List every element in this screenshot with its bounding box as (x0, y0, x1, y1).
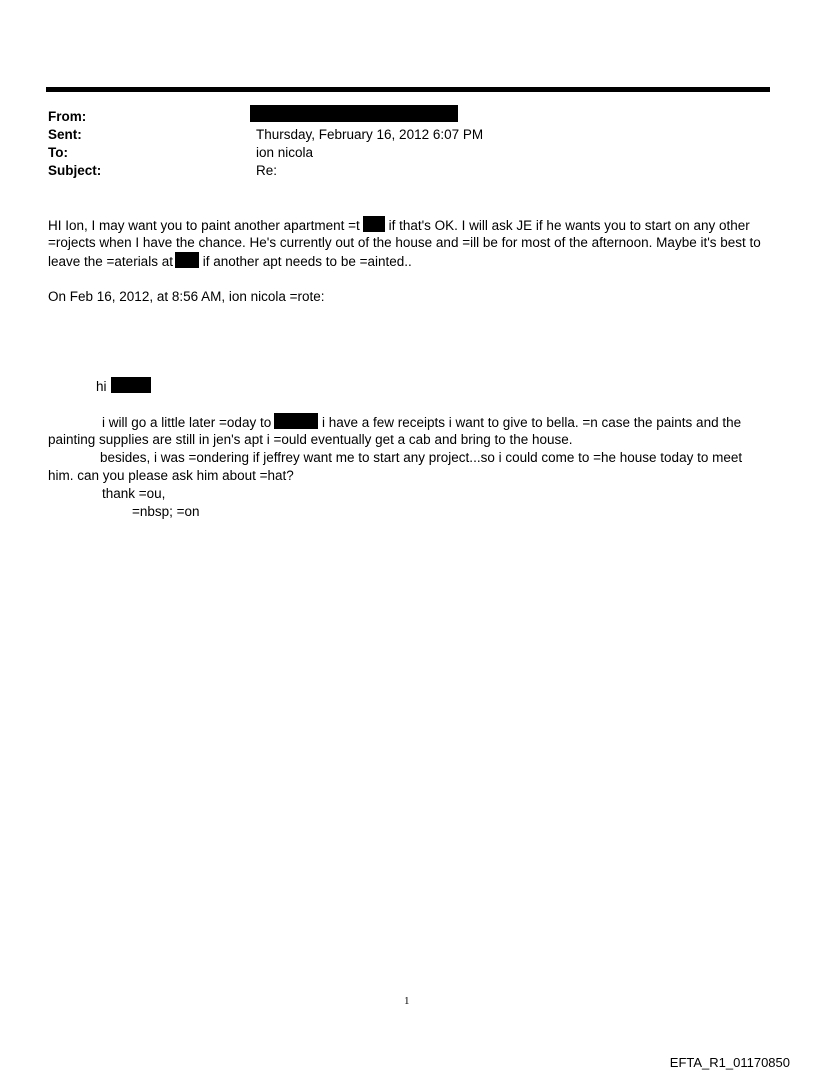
quoted-line-2: painting supplies are still in jen's apt i =ould eventually get a cab and bring to the house. (48, 432, 573, 447)
to-label: To: (48, 145, 68, 160)
reply-line-1: HI Ion, I may want you to paint another apartment =t if that's OK. I will ask JE if he wants you to start on any other (48, 218, 750, 233)
quoted-thanks: thank =ou, (102, 486, 166, 501)
reply-line-3: leave the =aterials at if another apt needs to be =ainted.. (48, 254, 412, 269)
quote-intro: On Feb 16, 2012, at 8:56 AM, ion nicola =rote: (48, 289, 325, 304)
quoted-greeting: hi (96, 377, 151, 396)
quoted-line-4: him. can you please ask him about =hat? (48, 468, 294, 483)
to-value: ion nicola (256, 145, 314, 160)
document-id: EFTA_R1_01170850 (669, 1055, 790, 1070)
quoted-line-3: besides, i was =ondering if jeffrey want me to start any project...so i could come to =he house today to meet (100, 450, 743, 465)
subject-value: Re: (256, 163, 278, 178)
page-number: 1 (404, 995, 410, 1007)
redaction (111, 377, 151, 393)
subject-label: Subject: (48, 163, 102, 178)
redaction (363, 216, 385, 232)
sent-label: Sent: (48, 127, 82, 142)
redaction (175, 252, 199, 268)
quoted-signature: =nbsp; =on (132, 504, 200, 519)
from-label: From: (48, 109, 87, 124)
redaction (274, 413, 318, 429)
reply-line-2: =rojects when I have the chance. He's currently out of the house and =ill be for most of the afternoon. Maybe it's best to (48, 235, 761, 250)
header-rule (46, 87, 770, 92)
from-redaction (250, 105, 458, 122)
quoted-line-1: i will go a little later =oday to i have a few receipts i want to give to bella. =n case the paints and the (102, 415, 742, 430)
sent-value: Thursday, February 16, 2012 6:07 PM (256, 127, 484, 142)
